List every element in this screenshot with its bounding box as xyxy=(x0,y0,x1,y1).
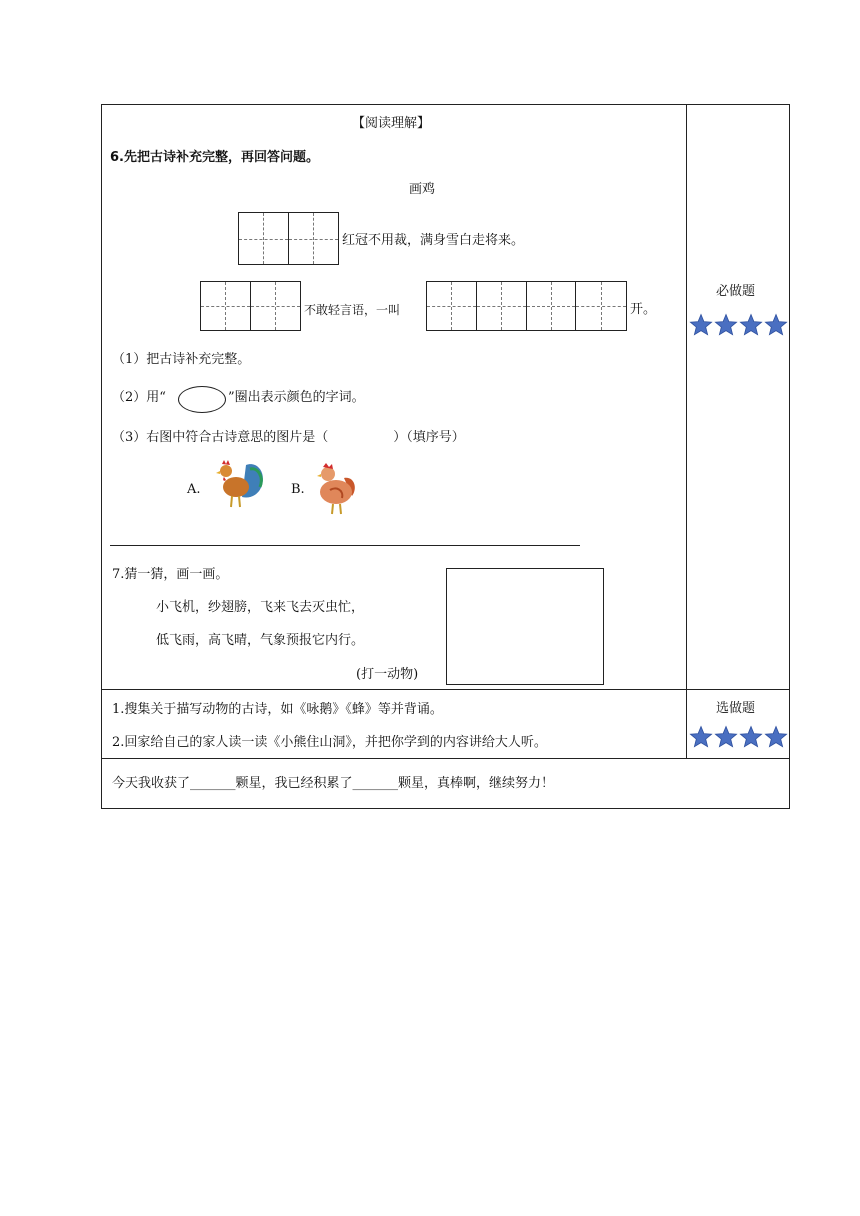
blank-cell[interactable] xyxy=(239,213,289,264)
star-icon xyxy=(714,313,738,337)
poem-line-2-end: 开。 xyxy=(630,302,657,317)
poem-line-2-middle: 不敢轻言语，一叫 xyxy=(304,303,401,317)
star-icon xyxy=(739,725,763,749)
star-icon xyxy=(764,313,788,337)
optional-stars xyxy=(689,725,788,749)
optional-label: 选做题 xyxy=(716,701,756,716)
required-label: 必做题 xyxy=(716,284,756,299)
blank-grid-line2-start[interactable] xyxy=(200,281,301,331)
blank-grid-line2-end[interactable] xyxy=(426,281,627,331)
required-stars xyxy=(689,313,788,337)
circle-symbol xyxy=(178,386,226,413)
footer-summary: 今天我收获了_______颗星，我已经积累了_______颗星，真棒啊，继续努力！ xyxy=(112,776,555,791)
section-divider xyxy=(110,545,580,546)
optional-item-2: 2.回家给自己的家人读一读《小熊住山洞》，并把你学到的内容讲给大人听。 xyxy=(112,735,547,750)
blank-cell[interactable] xyxy=(576,282,626,330)
blank-cell[interactable] xyxy=(427,282,477,330)
star-icon xyxy=(739,313,763,337)
blank-grid-line1[interactable] xyxy=(238,212,339,265)
subquestion-2-suffix: ”圈出表示颜色的字词。 xyxy=(228,390,365,405)
hen-image-b[interactable] xyxy=(314,460,360,518)
star-icon xyxy=(689,313,713,337)
subquestion-3: （3）右图中符合古诗意思的图片是（ ）（填序号） xyxy=(112,430,465,445)
blank-cell[interactable] xyxy=(477,282,527,330)
question-6-title: 6.先把古诗补充完整，再回答问题。 xyxy=(110,150,319,165)
drawing-box[interactable] xyxy=(446,568,604,685)
section-title: 【阅读理解】 xyxy=(352,116,431,131)
riddle-line-2: 低飞雨，高飞晴，气象预报它内行。 xyxy=(156,633,365,648)
column-divider xyxy=(686,104,687,759)
star-icon xyxy=(714,725,738,749)
option-b-label: B. xyxy=(291,482,305,497)
optional-item-1: 1.搜集关于描写动物的古诗，如《咏鹅》《蜂》等并背诵。 xyxy=(112,702,443,717)
poem-line-1: 红冠不用裁，满身雪白走将来。 xyxy=(342,233,525,248)
question-7-title: 7.猜一猜，画一画。 xyxy=(112,567,229,582)
riddle-hint: (打一动物) xyxy=(356,667,419,682)
subquestion-1: （1）把古诗补充完整。 xyxy=(112,352,251,367)
blank-cell[interactable] xyxy=(251,282,301,330)
poem-title: 画鸡 xyxy=(409,182,436,197)
riddle-line-1: 小飞机，纱翅膀，飞来飞去灭虫忙， xyxy=(156,600,365,615)
blank-cell[interactable] xyxy=(527,282,577,330)
blank-cell[interactable] xyxy=(289,213,339,264)
rooster-image-a[interactable] xyxy=(212,455,268,513)
star-icon xyxy=(689,725,713,749)
star-icon xyxy=(764,725,788,749)
blank-cell[interactable] xyxy=(201,282,251,330)
row-divider-1 xyxy=(101,689,790,690)
subquestion-2-prefix: （2）用“ xyxy=(112,390,166,405)
row-divider-2 xyxy=(101,758,790,759)
option-a-label: A. xyxy=(187,482,201,497)
